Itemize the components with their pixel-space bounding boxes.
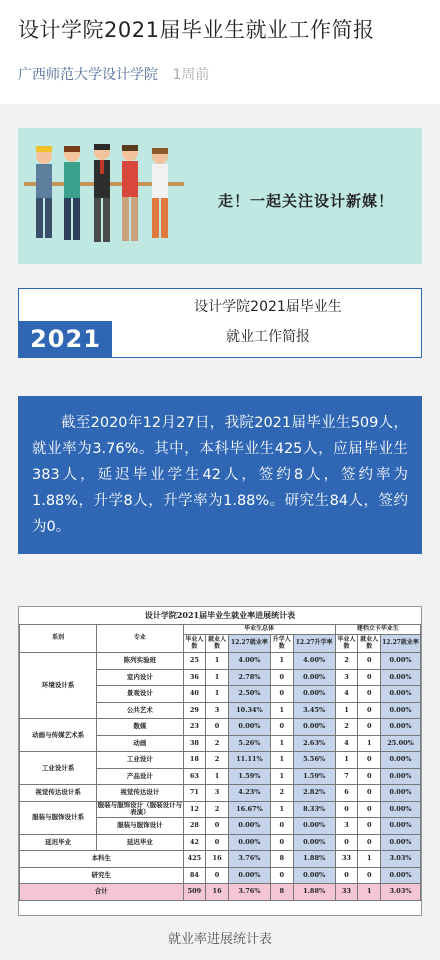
- table-cell: 0.00%: [293, 867, 335, 884]
- table-cell: 3.45%: [293, 702, 335, 719]
- dept-cell: 延迟毕业: [20, 834, 97, 851]
- table-cell: 0.00%: [293, 686, 335, 703]
- table-cell: 0.00%: [228, 834, 270, 851]
- source-account-link[interactable]: 广西师范大学设计学院: [18, 67, 158, 83]
- table-cell: 71: [183, 785, 206, 802]
- table-cell: 5.56%: [293, 752, 335, 769]
- table-cell: 1: [206, 768, 229, 785]
- major-cell: 景观设计: [97, 686, 183, 703]
- table-cell: 2.63%: [293, 735, 335, 752]
- table-cell: 3: [335, 669, 358, 686]
- table-cell: 12: [183, 801, 206, 818]
- table-cell: 10.34%: [228, 702, 270, 719]
- table-cell: 0: [270, 834, 293, 851]
- table-cell: 4.00%: [293, 653, 335, 670]
- table-cell: 1: [335, 702, 358, 719]
- table-cell: 36: [183, 669, 206, 686]
- table-cell: 0.00%: [381, 867, 421, 884]
- table-cell: 1: [358, 851, 381, 868]
- table-cell: 0.00%: [228, 818, 270, 835]
- table-cell: 5.26%: [228, 735, 270, 752]
- dept-cell: 视觉传达设计系: [20, 785, 97, 802]
- table-cell: 4.23%: [228, 785, 270, 802]
- header-group-all: 毕业生总体: [183, 625, 335, 635]
- table-cell: 1: [206, 686, 229, 703]
- table-cell: 25: [183, 653, 206, 670]
- major-cell: 产品设计: [97, 768, 183, 785]
- people-pulling-rope-illustration: [24, 138, 184, 258]
- table-cell: 0: [270, 818, 293, 835]
- table-cell: 40: [183, 686, 206, 703]
- table-cell: 1: [270, 801, 293, 818]
- table-cell: 3.76%: [228, 851, 270, 868]
- publish-time: 1周前: [172, 67, 210, 83]
- table-cell: 38: [183, 735, 206, 752]
- dept-cell: 环境设计系: [20, 653, 97, 719]
- table-cell: 18: [183, 752, 206, 769]
- table-cell: 2.78%: [228, 669, 270, 686]
- table-cell: 2: [206, 735, 229, 752]
- table-row: [20, 801, 421, 818]
- header-rate: 12.27就业率: [228, 635, 270, 653]
- table-cell: 0.00%: [381, 719, 421, 736]
- table-cell: 84: [183, 867, 206, 884]
- total-cell: 1: [358, 884, 381, 901]
- table-cell: 0: [358, 818, 381, 835]
- table-cell: 2: [206, 801, 229, 818]
- table-cell: 0: [335, 867, 358, 884]
- table-cell: 1.59%: [228, 768, 270, 785]
- major-cell: 工业设计: [97, 752, 183, 769]
- table-cell: 1: [206, 653, 229, 670]
- header-rate2: 12.27就业率: [381, 635, 421, 653]
- table-cell: 0.00%: [381, 653, 421, 670]
- table-cell: 0.00%: [293, 719, 335, 736]
- table-cell: 2: [335, 653, 358, 670]
- table-cell: 6: [335, 785, 358, 802]
- major-cell: 陈列实验班: [97, 653, 183, 670]
- article-meta: [18, 64, 209, 84]
- table-cell: 16: [206, 851, 229, 868]
- table-cell: 0: [206, 818, 229, 835]
- table-cell: 1.88%: [293, 851, 335, 868]
- table-cell: 29: [183, 702, 206, 719]
- total-cell: 1.88%: [293, 884, 335, 901]
- total-row: [20, 884, 421, 901]
- dept-cell: 工业设计系: [20, 752, 97, 785]
- table-cell: 0.00%: [381, 768, 421, 785]
- table-cell: 0: [358, 834, 381, 851]
- table-caption: 就业率进展统计表: [167, 932, 272, 947]
- table-cell: 0.00%: [381, 834, 421, 851]
- table-cell: 2: [206, 752, 229, 769]
- table-cell: 0: [206, 719, 229, 736]
- table-cell: 1: [270, 702, 293, 719]
- table-cell: 0: [358, 653, 381, 670]
- header-major: 专业: [97, 625, 183, 653]
- report-header-line1: 设计学院2021届毕业生: [194, 299, 342, 315]
- total-cell: 3.03%: [381, 884, 421, 901]
- total-cell: 16: [206, 884, 229, 901]
- table-cell: 0: [358, 719, 381, 736]
- summary-text: 截至2020年12月27日，我院2021届毕业生509人，就业率为3.76%。其中，本科毕业生425人，应届毕业生383人，延迟毕业学生42人，签约8人，签约率为1.88%，升学8人，升学率为1.88%。研究生84人，签约为0。: [32, 415, 408, 535]
- table-cell: 0.00%: [293, 669, 335, 686]
- header-group-registered: 建档立卡毕业生: [335, 625, 420, 635]
- table-cell: 0: [270, 686, 293, 703]
- table-cell: 1: [270, 752, 293, 769]
- table-cell: 63: [183, 768, 206, 785]
- employment-stats-table: [19, 607, 421, 901]
- banner-slogan: 走！一起关注设计新媒！: [218, 192, 395, 210]
- table-row: [20, 719, 421, 736]
- table-row: [20, 785, 421, 802]
- table-cell: 8.33%: [293, 801, 335, 818]
- table-cell: 0: [270, 669, 293, 686]
- table-row: [20, 752, 421, 769]
- employment-stats-table-image[interactable]: [18, 606, 422, 916]
- table-cell: 3: [206, 785, 229, 802]
- table-cell: 3: [206, 702, 229, 719]
- table-cell: 11.11%: [228, 752, 270, 769]
- dept-cell: 服装与服饰设计系: [20, 801, 97, 834]
- table-cell: 0.00%: [381, 801, 421, 818]
- table-cell: 2.50%: [228, 686, 270, 703]
- table-cell: 0.00%: [293, 834, 335, 851]
- header-emp2: 就业人数: [358, 635, 381, 653]
- table-cell: 1: [270, 653, 293, 670]
- total-cell: 3.76%: [228, 884, 270, 901]
- table-cell: 0: [206, 834, 229, 851]
- table-title: 设计学院2021届毕业生就业率进展统计表: [20, 607, 421, 625]
- summary-row: [20, 851, 421, 868]
- table-cell: 0: [358, 752, 381, 769]
- table-cell: 0: [358, 702, 381, 719]
- table-cell: 7: [335, 768, 358, 785]
- table-cell: 0: [358, 669, 381, 686]
- table-cell: 1.59%: [293, 768, 335, 785]
- summary-block: [18, 396, 422, 554]
- table-cell: 1: [358, 735, 381, 752]
- table-cell: 3.03%: [381, 851, 421, 868]
- table-cell: 3: [335, 818, 358, 835]
- table-cell: 42: [183, 834, 206, 851]
- table-cell: 0.00%: [381, 818, 421, 835]
- major-cell: 服装与服饰设计: [97, 818, 183, 835]
- table-cell: 2.82%: [293, 785, 335, 802]
- table-cell: 0: [270, 719, 293, 736]
- table-row: [20, 834, 421, 851]
- table-cell: 2: [270, 785, 293, 802]
- table-cell: 16.67%: [228, 801, 270, 818]
- header-grad2: 毕业人数: [335, 635, 358, 653]
- major-cell: 服装与服饰设计（服装设计与表演）: [97, 801, 183, 817]
- table-cell: 0.00%: [381, 785, 421, 802]
- table-cell: 1: [206, 669, 229, 686]
- table-cell: 0.00%: [381, 686, 421, 703]
- summary-row: [20, 867, 421, 884]
- table-row: [20, 653, 421, 670]
- major-cell: 视觉传达设计: [97, 785, 183, 802]
- table-cell: 28: [183, 818, 206, 835]
- table-cell: 0.00%: [381, 669, 421, 686]
- table-cell: 0.00%: [293, 818, 335, 835]
- table-cell: 0: [270, 867, 293, 884]
- table-cell: 0.00%: [381, 752, 421, 769]
- table-cell: 1: [270, 768, 293, 785]
- article-title: 设计学院2021届毕业生就业工作简报: [18, 18, 375, 42]
- table-cell: 1: [270, 735, 293, 752]
- table-cell: 25.00%: [381, 735, 421, 752]
- major-cell: 动画: [97, 735, 183, 752]
- table-cell: 0: [206, 867, 229, 884]
- table-cell: 0.00%: [228, 719, 270, 736]
- table-cell: 425: [183, 851, 206, 868]
- header-dept: 系别: [20, 625, 97, 653]
- table-cell: 23: [183, 719, 206, 736]
- table-cell: 0.00%: [381, 702, 421, 719]
- header-study: 升学人数: [270, 635, 293, 653]
- year-badge: 2021: [19, 321, 112, 358]
- table-cell: 4: [335, 735, 358, 752]
- total-cell: 509: [183, 884, 206, 901]
- table-cell: 2: [335, 719, 358, 736]
- summary-label: 研究生: [20, 867, 184, 884]
- header-study-rate: 12.27升学率: [293, 635, 335, 653]
- table-cell: 1: [335, 752, 358, 769]
- table-cell: 0: [335, 801, 358, 818]
- table-cell: 4: [335, 686, 358, 703]
- table-cell: 33: [335, 851, 358, 868]
- major-cell: 延迟毕业: [97, 834, 183, 851]
- table-cell: 8: [270, 851, 293, 868]
- total-label: 合计: [20, 884, 184, 901]
- table-cell: 0: [358, 768, 381, 785]
- summary-label: 本科生: [20, 851, 184, 868]
- table-cell: 0: [358, 785, 381, 802]
- major-cell: 室内设计: [97, 669, 183, 686]
- table-cell: 4.00%: [228, 653, 270, 670]
- table-cell: 0: [335, 834, 358, 851]
- major-cell: 数媒: [97, 719, 183, 736]
- table-cell: 0: [358, 867, 381, 884]
- table-cell: 0: [358, 686, 381, 703]
- table-cell: 0.00%: [228, 867, 270, 884]
- total-cell: 33: [335, 884, 358, 901]
- total-cell: 8: [270, 884, 293, 901]
- table-cell: 0: [358, 801, 381, 818]
- header-grad: 毕业人数: [183, 635, 206, 653]
- major-cell: 公共艺术: [97, 702, 183, 719]
- header-emp: 就业人数: [206, 635, 229, 653]
- report-header-line2: 就业工作简报: [226, 329, 310, 345]
- dept-cell: 动画与传媒艺术系: [20, 719, 97, 752]
